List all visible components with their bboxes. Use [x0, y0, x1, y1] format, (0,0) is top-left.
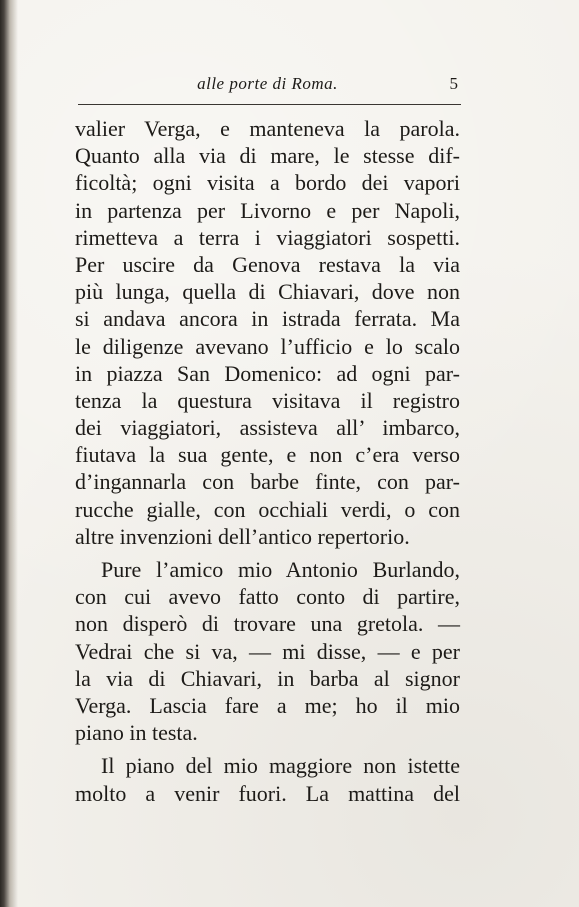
text-line: Verga. Lascia fare a me; ho il mio — [75, 692, 460, 718]
text-line: Vedrai che si va, — mi disse, — e per — [75, 638, 460, 664]
text-line: Per uscire da Genova restava la via — [75, 251, 460, 277]
text-line: Quanto alla via di mare, le stesse dif- — [75, 143, 460, 169]
text-line: non disperò di trovare una gretola. — — [75, 611, 460, 637]
text-line: in partenza per Livorno e per Napoli, — [75, 197, 460, 223]
text-line: fiutava la sua gente, e non c’era verso — [75, 442, 460, 468]
text-line: con cui avevo fatto conto di partire, — [75, 584, 460, 610]
text-line: la via di Chiavari, in barba al signor — [75, 665, 460, 691]
text-line: Pure l’amico mio Antonio Burlando, — [101, 557, 460, 582]
text-line: le diligenze avevano l’ufficio e lo scalo — [75, 333, 460, 359]
page-number: 5 — [449, 74, 458, 93]
text-line: si andava ancora in istrada ferrata. Ma — [75, 306, 460, 332]
text-line: dei viaggiatori, assisteva all’ imbarco, — [75, 415, 460, 441]
text-line: in piazza San Domenico: ad ogni par- — [75, 360, 460, 386]
running-title: alle porte di Roma. — [197, 74, 338, 93]
page-binding-edge — [0, 0, 18, 907]
text-line: Il piano del mio maggiore non istette — [101, 753, 460, 779]
text-line: molto a venir fuori. La mattina del — [75, 780, 460, 806]
text-line: più lunga, quella di Chiavari, dove non — [75, 279, 460, 305]
text-line: ficoltà; ogni visita a bordo dei vapori — [75, 170, 460, 196]
text-line: tenza la questura visitava il registro — [75, 387, 460, 413]
header-rule — [78, 104, 461, 105]
page-header — [75, 72, 460, 102]
text-line: piano in testa. — [75, 720, 198, 746]
body-text — [75, 115, 460, 807]
text-line: rimetteva a terra i viaggiatori sospetti. — [75, 224, 460, 250]
text-line: altre invenzioni dell’antico repertorio. — [75, 523, 410, 549]
text-line: d’ingannarla con barbe finte, con par- — [75, 469, 460, 495]
text-line: rucche gialle, con occhiali verdi, o con — [75, 496, 460, 522]
text-line: valier Verga, e manteneva la parola. — [75, 116, 460, 141]
